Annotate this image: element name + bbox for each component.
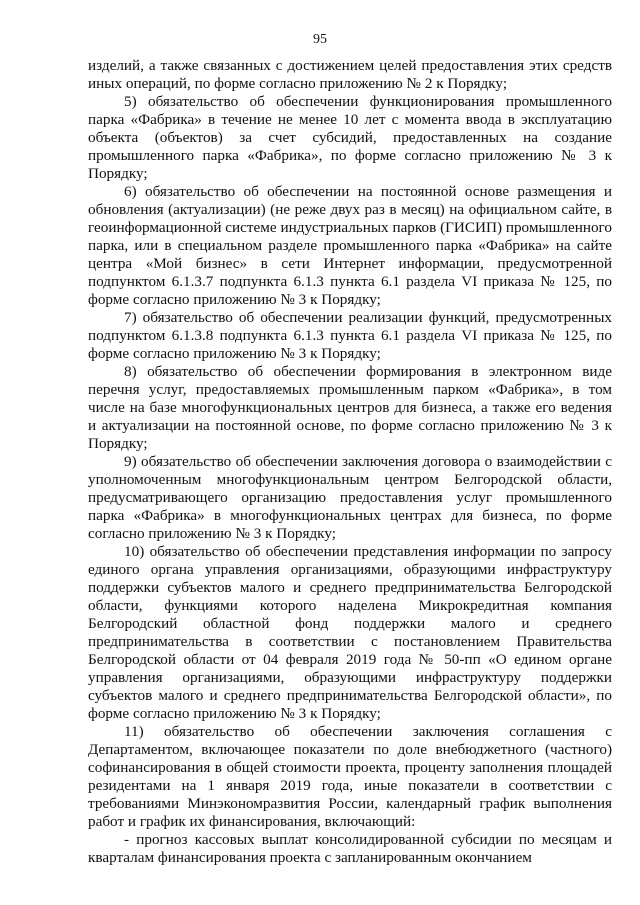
document-body: [88, 57, 612, 867]
page-number: 95: [313, 32, 327, 47]
paragraph-item-9: 9) обязательство об обеспечении заключения договора о взаимодействии с уполномоченным многофункциональным центром Белгородской области, предусматривающего организацию предоставления услуг промышленного парка «Фабрика» в многофункциональных центрах для бизнеса, по форме согласно приложению № 3 к Порядку;: [88, 453, 612, 542]
paragraph-bullet: - прогноз кассовых выплат консолидированной субсидии по месяцам и кварталам финансирования проекта с запланированным окончанием: [88, 831, 612, 866]
paragraph-item-10: 10) обязательство об обеспечении представления информации по запросу единого органа управления организациями, образующими инфраструктуру поддержки субъектов малого и среднего предпринимательства Белгородской области, функциями которого наделена Микрокредитная компания Белгородский областной фонд поддержки малого и среднего предпринимательства в соответствии с постановлением Правительства Белгородской области от 04 февраля 2019 года № 50-пп «О едином органе управления организациями, образующими инфраструктуру поддержки субъектов малого и среднего предпринимательства Белгородской области», по форме согласно приложению № 3 к Порядку;: [88, 543, 612, 722]
paragraph-item-7: 7) обязательство об обеспечении реализации функций, предусмотренных подпунктом 6.1.3.8 подпункта 6.1.3 пункта 6.1 раздела VI приказа № 125, по форме согласно приложению № 3 к Порядку;: [88, 309, 612, 362]
paragraph-item-6: 6) обязательство об обеспечении на постоянной основе размещения и обновления (актуализации) (не реже двух раз в месяц) на официальном сайте, в геоинформационной системе индустриальных парков (ГИСИП) промышленного парка, или в специальном разделе промышленного парка «Фабрика» на сайте центра «Мой бизнес» в сети Интернет информации, предусмотренной подпунктом 6.1.3.7 подпункта 6.1.3 пункта 6.1 раздела VI приказа № 125, по форме согласно приложению № 3 к Порядку;: [88, 183, 612, 308]
paragraph-continuation: изделий, а также связанных с достижением целей предоставления этих средств иных операций, по форме согласно приложению № 2 к Порядку;: [88, 57, 612, 92]
paragraph-item-8: 8) обязательство об обеспечении формирования в электронном виде перечня услуг, предоставляемых промышленным парком «Фабрика», в том числе на базе многофункциональных центров для бизнеса, а также его ведения и актуализации на постоянной основе, по форме согласно приложению № 3 к Порядку;: [88, 363, 612, 452]
paragraph-item-11: 11) обязательство об обеспечении заключения соглашения с Департаментом, включающее показатели по доле внебюджетного (частного) софинансирования в общей стоимости проекта, проценту заполнения площадей резидентами на 1 января 2019 года, иные показатели в соответствии с требованиями Минэкономразвития России, календарный график выполнения работ и график их финансирования, включающий:: [88, 723, 612, 830]
paragraph-item-5: 5) обязательство об обеспечении функционирования промышленного парка «Фабрика» в течение не менее 10 лет с момента ввода в эксплуатацию объекта (объектов) за счет субсидий, предоставленных на создание промышленного парка «Фабрика», по форме согласно приложению № 3 к Порядку;: [88, 93, 612, 182]
